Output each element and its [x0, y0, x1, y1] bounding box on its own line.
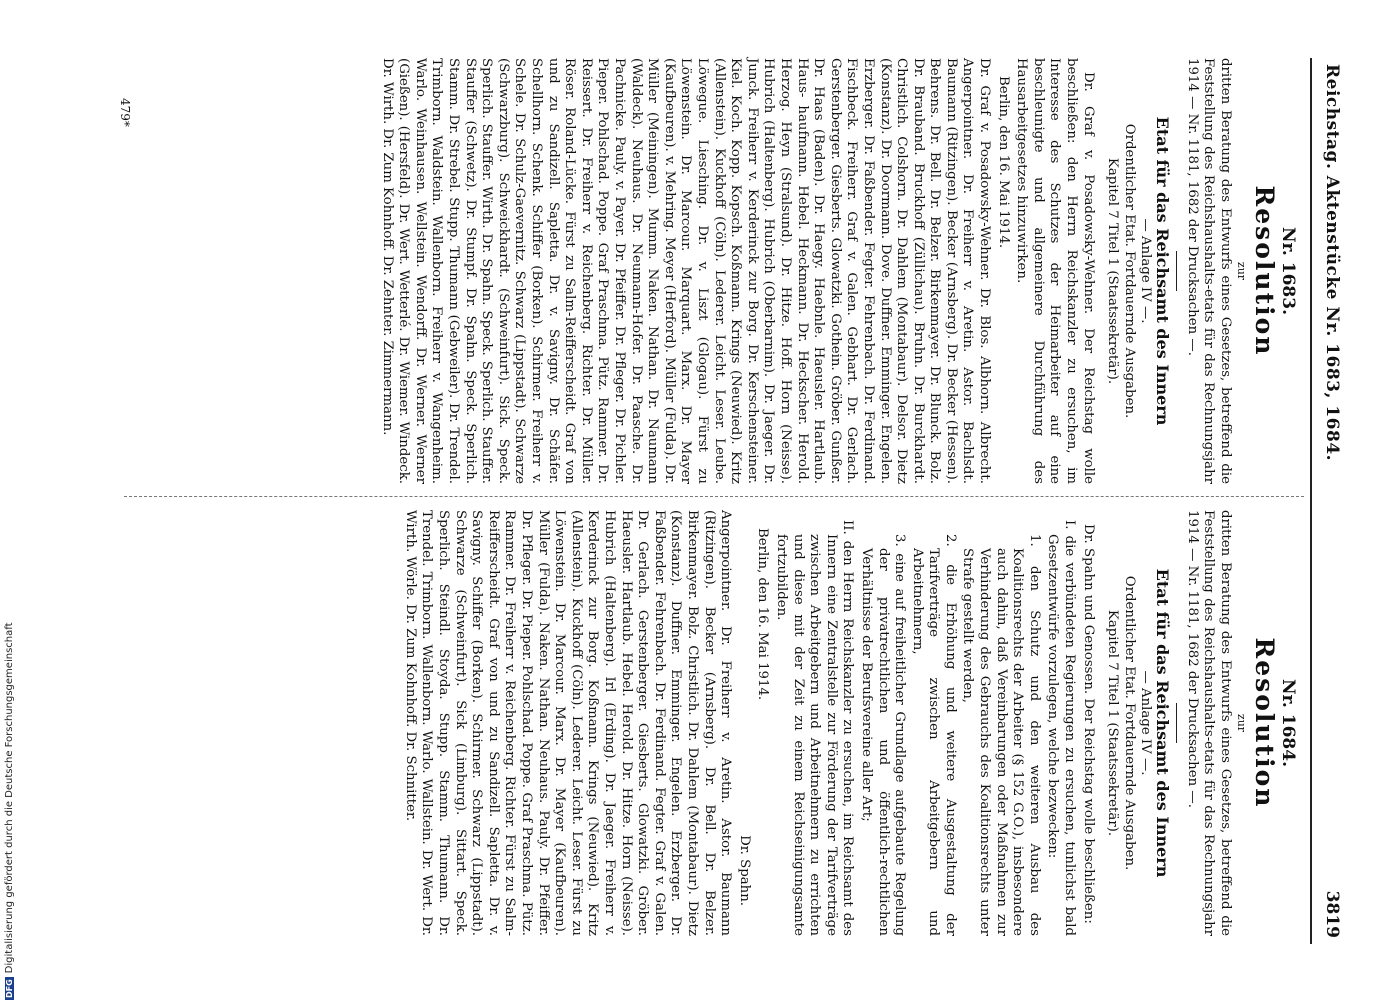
point-1-3: 3. eine auf freiheitlicher Grundlage aufgebaute Regelung der privatrechtlichen und öffentlich-rechtlichen Verhältnisse der Berufsvereine aller Art; — [858, 534, 908, 936]
ausgaben-label: Ordentlicher Etat. Fortdauernde Ausgaben. — [1121, 123, 1137, 419]
anlage-label: — Anlage IV —. — [1138, 218, 1154, 324]
funding-text: Digitalisierung gefördert durch die Deutsche Forschungsgemeinschaft — [4, 622, 15, 974]
signatory-list: Angerpointner. Dr. Freiherr v. Aretin. Astor. Baumann (Ritzingen). Becker (Arnsberg). Dr. Bell. Dr. Belzer. Birkenmayer. Bolz. Christlich. Dr. Dahlem (Montabaur). Dietz (Konstanz). Duffner. Emminger. Engelen. Erzberger. Dr. Faßbender. Fehrenbach. Dr. Ferdinand. Fegter. Graf v. Galen. Dr. Gerlach. Gerstenberger. Giesberts. Glowatzki. Gröber. Haeusler. Hartlaub. Hebel. Herold. Dr. Hitze. Horn (Neisse). Hubrich (Haltenberg). Irl (Erding). Dr. Jaeger. Freiherr v. Kerderinck zur Borg. Koßmann. Krings (Neuwied). Kritz (Allenstein). Kuckhoff (Cöln). Lederer. Leicht. Leser. Fürst zu Löwenstein. Dr. Marcour. Marx. Dr. Mayer (Kaufbeuren). Müller (Fulda). Naken. Nathan. Neuhaus. Pauly. Dr. Pfeiffer. Dr. Pfleger. Dr. Pieper. Pohlschad. Poppe. Graf Praschma. Pütz. Rammer. Dr. Freiherr v. Reichenberg. Richter. Fürst zu Salm-Reifferscheidt. Graf von und zu Sandizell. Sapletta. Dr. v. Savigny. Schiffer (Borken). Schirmer. Schwarz (Lippstadt). Schwarze (Schweinfurt). Sick (Limburg). Sittart. Speck. Sperlich. Steindl. Stoyda. Stupp. Stamm. Thumann. Dr. Trendel. Trimborn. Wallenborn. Warlo. Wallstein. Dr. Wert. Dr. Wirth. Wörle. Dr. Zum Kohnhoff. Dr. Schnitter. — [402, 510, 734, 936]
point-1-1: 1. den Schutz und den weiteren Ausbau des Koalitionsrechts der Arbeiter (§ 152 G.O.), insbesondere auch dahin, daß Vereinbarungen oder Maßnahmen zur Verhinderung des Gebrauchs des Koalitionsrechts unter Strafe gestellt werden, — [960, 534, 1042, 936]
document-page — [116, 58, 1346, 944]
separator — [1176, 251, 1177, 291]
column-nr-1684 — [399, 510, 1298, 936]
zur-label: zur — [1235, 261, 1249, 281]
bill-title: dritten Beratung des Entwurfs eines Gesetzes, betreffend die Feststellung des Reichshaushalts-etats für das Rechnungsjahr 1914 — Nr. 1181, 1682 der Drucksachen —. — [1184, 510, 1233, 936]
anlage-label: — Anlage IV —. — [1138, 670, 1154, 776]
funding-note — [4, 622, 15, 1000]
resolution-intro: Dr. Spahn und Genossen. Der Reichstag wolle beschließen: — [1080, 524, 1096, 924]
document-heading: Resolution — [1250, 637, 1280, 809]
document-heading: Resolution — [1250, 185, 1280, 357]
resolution-points — [1044, 510, 1077, 936]
resolution-points-2 — [772, 510, 855, 936]
column-divider — [124, 496, 1304, 497]
page-header — [1316, 58, 1346, 944]
kapitel-label: Kapitel 7 Titel 1 (Staatssekretär). — [1105, 609, 1121, 837]
separator — [1176, 703, 1177, 743]
resolution-date: Berlin, den 16. Mai 1914. — [755, 528, 771, 701]
document-number: Nr. 1683. — [1278, 226, 1298, 315]
header-rule — [1310, 58, 1312, 944]
sub-points — [857, 510, 1042, 936]
point-2: II. den Herrn Reichskanzler zu ersuchen, im Reichsamt des Innern eine Zentralstelle zur Förderung der Tarifverträge zwischen Arbeitgebern und Arbeitnehmern zu errichten und diese mit der Zeit zu einem Reichseinigungsamte fortzubilden. — [773, 520, 856, 936]
resolution-date: Berlin, den 16. Mai 1914. — [995, 76, 1011, 249]
document-number: Nr. 1684. — [1278, 678, 1298, 767]
resolution-body — [378, 58, 1096, 484]
signatory-list: Dr. Graf v. Posadowsky-Wehner. Dr. Blos. Albhorn. Albrecht. Angerpointner. Dr. Freiherr v. Aretin. Astor. Bachlsdt. Baumann (Ritzingen). Becker (Arnsberg). Dr. Becker (Hessen). Behrens. Dr. Bell. Dr. Belzer. Birkenmayer. Dr. Blunck. Bolz. Dr. Brauband. Bruckhoff (Züllichau). Bruhn. Dr. Burckhardt. Christlich. Colshorn. Dr. Dahlem (Montabaur). Delsor. Dietz (Konstanz). Dr. Doormann. Dove. Duffner. Emminger. Engelen. Erzberger. Dr. Faßbender. Fegter. Fehrenbach. Dr. Ferdinand. Fischbeck. Freiherr. Graf v. Galen. Gebhart. Dr. Gerlach. Gerstenberger. Giesberts. Glowatzki. Gothein. Gröber. Gunßer. Dr. Haas (Baden). Dr. Haegy. Haebnle. Haeusler. Hartlaub. Haus- haufmann. Hebel. Heckmann. Dr. Heckscher. Herold. Herzog. Heyn (Stralsund). Dr. Hitze. Hoff. Horn (Neisse). Hubrich (Haltenberg). Hubrich (Oberbarnim). Dr. Jaeger. Dr. Junck. Freiherr v. Kerderinck zur Borg. Dr. Kerschensteiner. Kiel. Koch. Kopp. Kopsch. Koßmann. Krings (Neuwied). Kritz (Allenstein). Kuckhoff (Cöln). Lederer. Leicht. Leser. Leube. Löwegue. Liesching. Dr. v. Liszt (Glogau). Fürst zu Löwenstein. Dr. Marcour. Marquart. Marx. Dr. Mayer (Kaufbeuren). v. Mehring. Meyer (Herford). Müller (Fulda). Dr. Müller (Meiningen). Mumm. Naken. Nathan. Dr. Naumann (Waldeck). Neuhaus. Dr. Neumann-Hofer. Dr. Paasche. Dr. Pachnicke. Pauly. v. Payer. Dr. Pfeiffer. Dr. Pfleger. Dr. Pichler. Pieper. Pohlschad. Poppe. Graf Praschma. Pütz. Rammer. Dr. Reissert. Dr. Freiherr v. Reichenberg. Richter. Dr. Müller. Röser. Roland-Lücke. Fürst zu Salm-Reifferscheidt. Graf von und zu Sandizell. Sapletta. Dr. v. Savigny. Dr. Schäfer. Schellhorn. Schenk. Schiffer (Borken). Schirmer. Freiherr v. Schele. Dr. Schulz-Gaevernitz. Schwarz (Lippstadt). Schwarze (Schwarzburg). Schweickhardt. (Schweinfurt). Sick. Speck. Sperlich. Stauffer. Wirth. Dr. Spahn. Speck. Sperlich. Stauffer. Stauffer (Schwetz). Dr. Stumpf. Dr. Spahn. Speck. Sperlich. Stamm. Dr. Strebel. Stupp. Thumann (Gebweiler). Dr. Trendel. Trimborn. Waldstein. Wallenborn. Freiherr v. Wangenheim. Warlo. Weinhausen. Wellstein. Wendorff. Dr. Werner. Werner (Gießen). (Hersfeld). Dr. Wert. Wetterlé. Dr. Wiemer. Windeck. Dr. Wirth. Dr. Zum Kohnhoff. Dr. Zehnter. Zimmermann. — [379, 58, 993, 484]
point-1: I. die verbündeten Regierungen zu ersuchen, tunlichst bald Gesetzentwürfe vorzulegen, welche bezwecken: — [1045, 520, 1078, 936]
etat-heading: Etat für das Reichsamt des Innern — [1153, 116, 1173, 426]
bill-title: dritten Beratung des Entwurfs eines Gesetzes, betreffend die Feststellung des Reichshaushalts-etats für das Rechnungsjahr 1914 — Nr. 1181, 1682 der Drucksachen —. — [1184, 58, 1233, 484]
footer-page-number: 479* — [118, 98, 132, 127]
etat-heading: Etat für das Reichsamt des Innern — [1153, 568, 1173, 878]
dfg-logo: DFG — [5, 979, 14, 998]
resolution-text: Dr. Graf v. Posadowsky-Wehner. Der Reichstag wolle beschließen: den Herrn Reichskanzler zu ersuchen, im Interesse des Schutzes der Heimarbeiter auf eine beschleunigte und allgemeinere Durchführung des Hausarbeitgesetzes hinzuwirken. — [1014, 58, 1096, 484]
resolution-body — [401, 510, 1095, 936]
zur-label: zur — [1235, 713, 1249, 733]
page-number: 3819 — [1322, 890, 1342, 938]
running-title: Reichstag. Aktenstücke Nr. 1683, 1684. — [1322, 64, 1342, 462]
kapitel-label: Kapitel 7 Titel 1 (Staatssekretär). — [1105, 157, 1121, 385]
column-nr-1683 — [376, 58, 1298, 484]
ausgaben-label: Ordentlicher Etat. Fortdauernde Ausgaben. — [1121, 575, 1137, 871]
point-1-2: 2. die Erhöhung und weitere Ausgestaltung der Tarifverträge zwischen Arbeitgebern und Arbeitnehmern, — [909, 534, 958, 936]
signer: Dr. Spahn. — [736, 835, 752, 906]
